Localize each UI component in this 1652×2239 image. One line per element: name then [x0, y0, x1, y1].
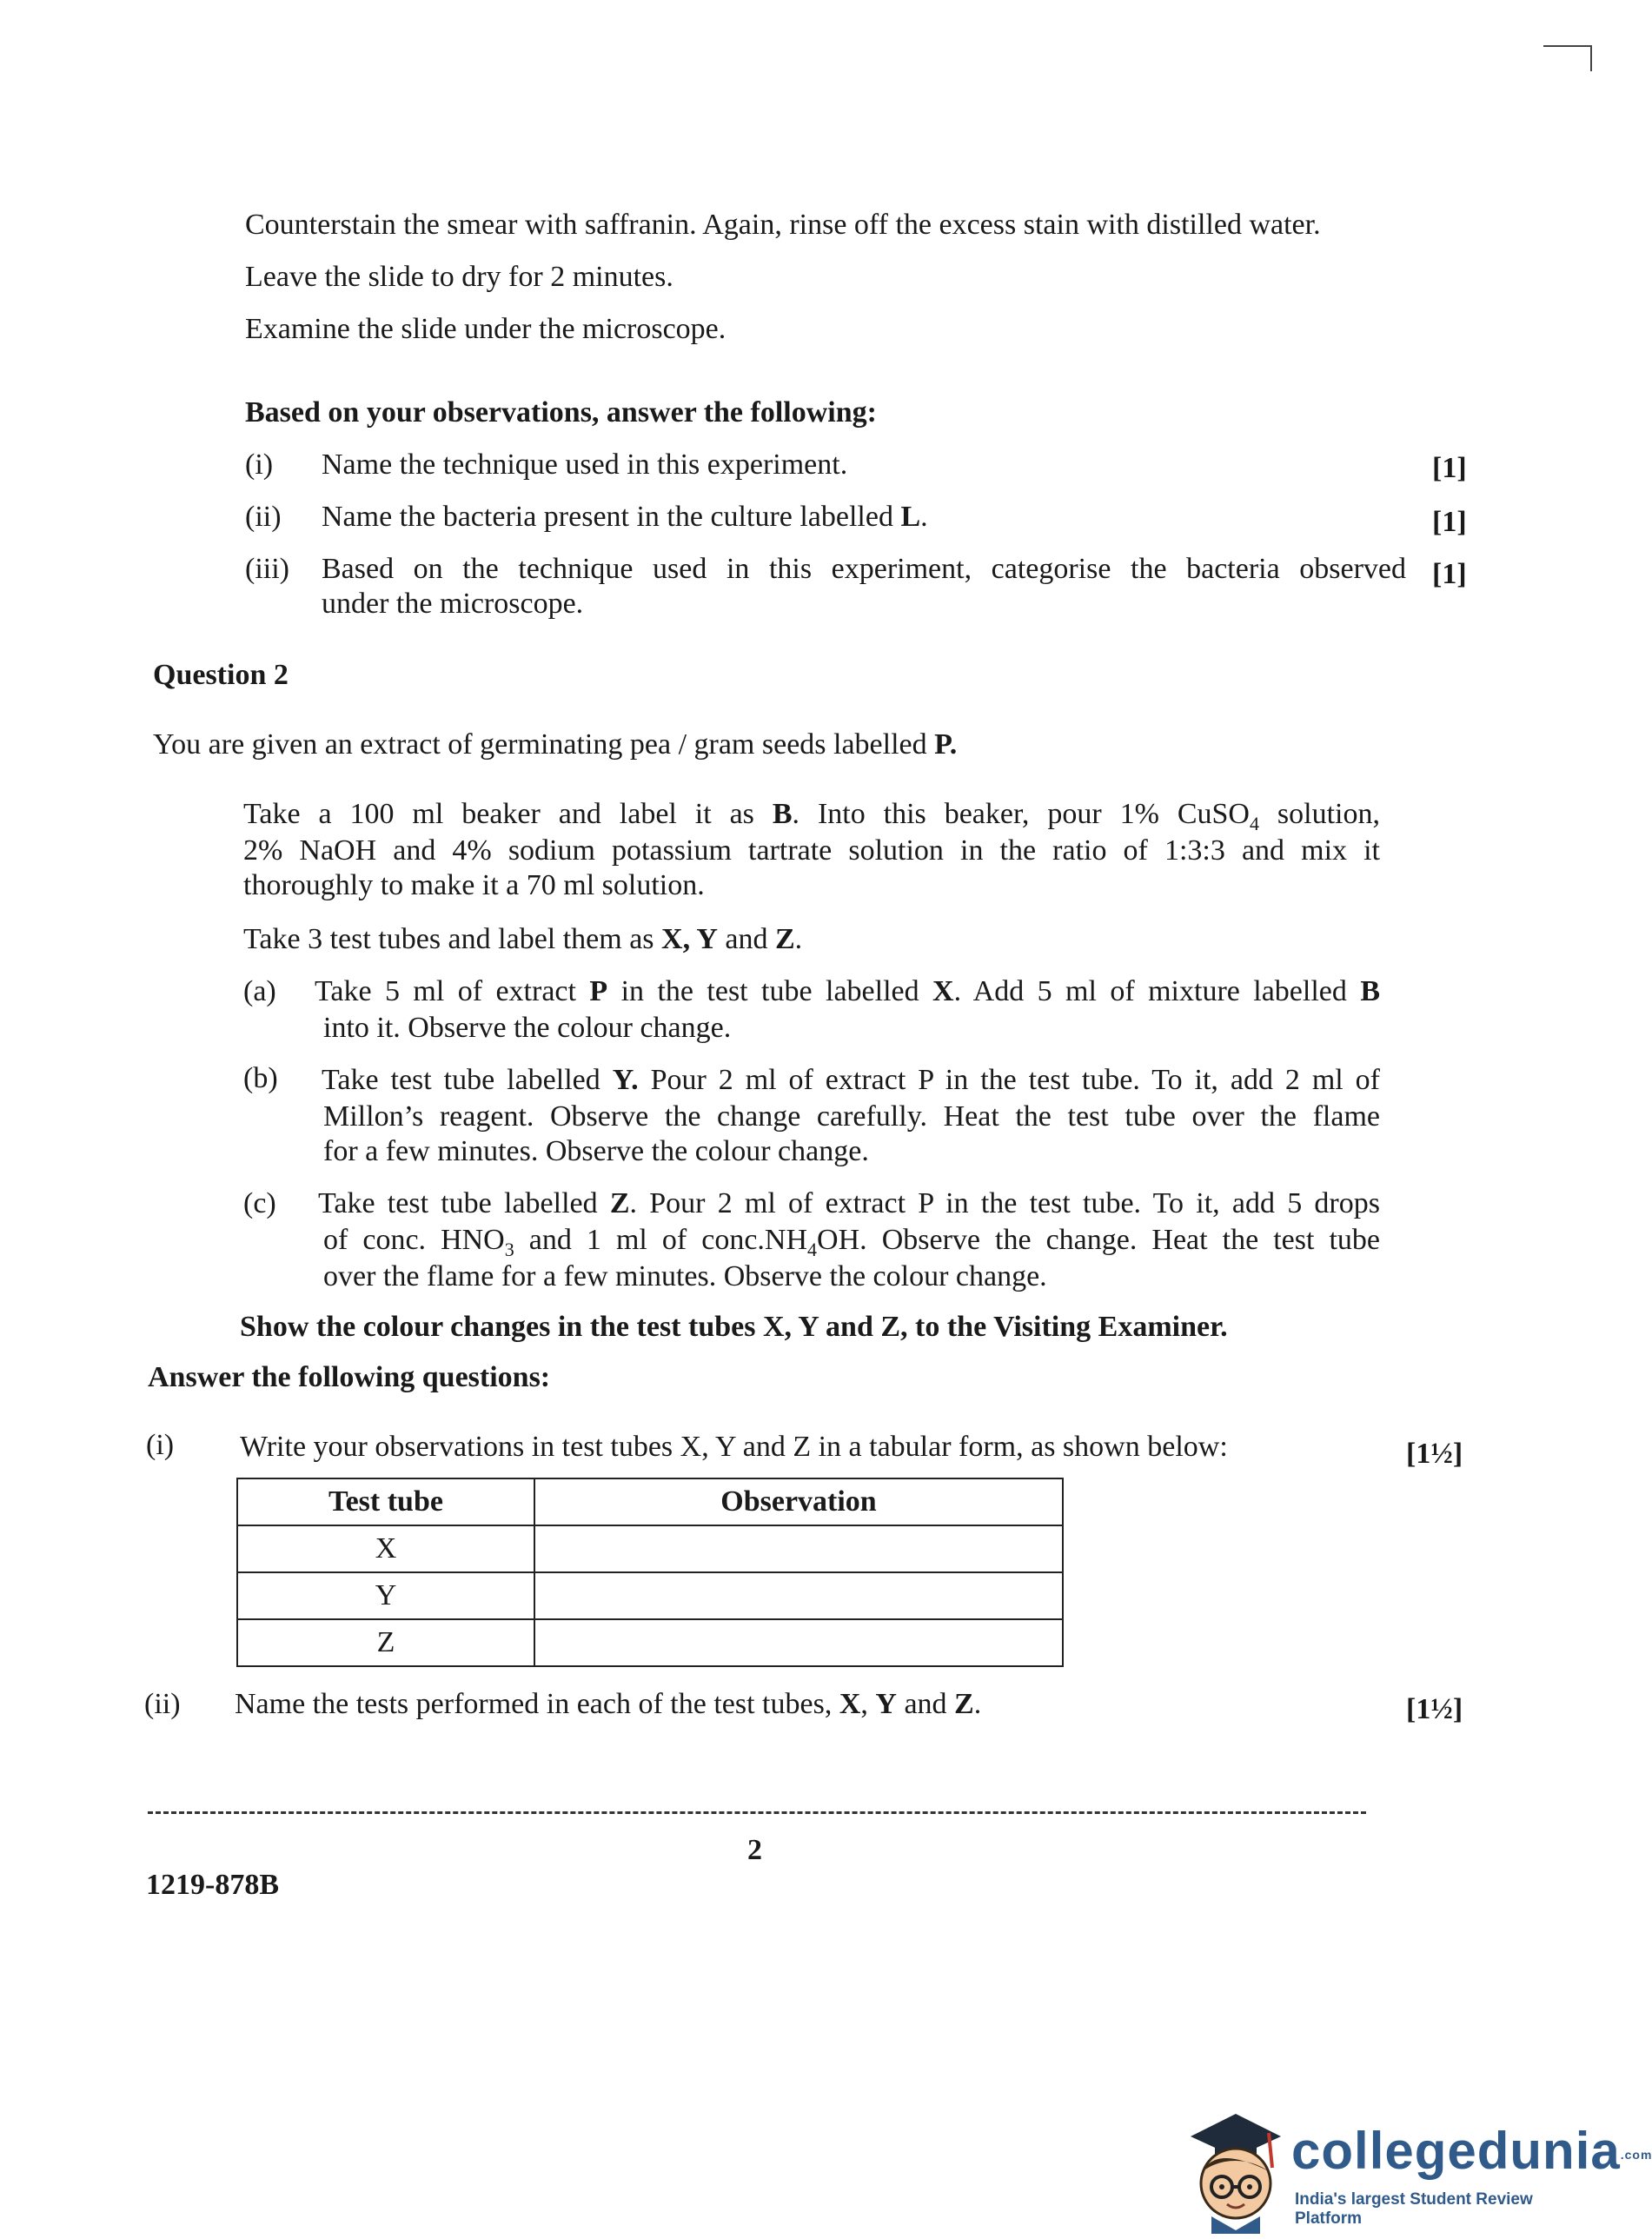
row-z-observation: [534, 1619, 1063, 1666]
intro-line-2: Leave the slide to dry for 2 minutes.: [245, 261, 673, 293]
q2-para1-line3: thoroughly to make it a 70 ml solution.: [243, 869, 705, 901]
page-number: 2: [747, 1834, 762, 1866]
q1-ii-mark: [1]: [1432, 506, 1467, 538]
answer-heading: Answer the following questions:: [148, 1361, 551, 1393]
header-test-tube: Test tube: [237, 1478, 534, 1525]
show-colour-changes: Show the colour changes in the test tubes X, Y and Z, to the Visiting Examiner.: [240, 1311, 1228, 1343]
step-b-number: (b): [243, 1062, 278, 1094]
q1-iii-number: (iii): [245, 553, 289, 585]
question-2-title: Question 2: [153, 659, 289, 691]
q1-i-text: Name the technique used in this experiment.: [322, 448, 848, 481]
step-a-line1: Take 5 ml of extract P in the test tube labelled X. Add 5 ml of mixture labelled B: [315, 975, 1380, 1007]
q2-i-text: Write your observations in test tubes X, Y and Z in a tabular form, as shown below:: [240, 1431, 1228, 1463]
paper-code: 1219-878B: [146, 1869, 279, 1901]
mascot-icon: [1182, 2103, 1286, 2234]
q1-iii-mark: [1]: [1432, 558, 1467, 590]
row-y-label: Y: [237, 1572, 534, 1619]
step-b-line1: Take test tube labelled Y. Pour 2 ml of extract P in the test tube. To it, add 2 ml of: [322, 1064, 1380, 1096]
q2-para1-line1: Take a 100 ml beaker and label it as B. Into this beaker, pour 1% CuSO$_4$ solution,: [243, 798, 1380, 834]
table-header-row: [237, 1478, 1063, 1525]
q2-ii-text: Name the tests performed in each of the test tubes, X, Y and Z.: [235, 1688, 982, 1720]
q2-ii-number: (ii): [144, 1688, 181, 1720]
q2-para1-line2: 2% NaOH and 4% sodium potassium tartrate solution in the ratio of 1:3:3 and mix it: [243, 834, 1380, 867]
footer-divider: [148, 1811, 1366, 1814]
row-x-label: X: [237, 1525, 534, 1572]
logo-wordmark: collegedunia.com: [1291, 2122, 1652, 2180]
table-row: [237, 1572, 1063, 1619]
q1-i-mark: [1]: [1432, 452, 1467, 484]
step-c-line2: of conc. $HNO_3$ and 1 ml of $conc.NH_4OH$. Observe the change. Heat the test tube: [323, 1224, 1380, 1260]
row-y-observation: [534, 1572, 1063, 1619]
q1-iii-text-line1: Based on the technique used in this experiment, categorise the bacteria observed: [322, 553, 1406, 585]
row-x-observation: [534, 1525, 1063, 1572]
intro-line-3: Examine the slide under the microscope.: [245, 313, 726, 345]
corner-mark-vertical: [1590, 45, 1592, 71]
q1-ii-number: (ii): [245, 501, 282, 533]
intro-line-1: Counterstain the smear with saffranin. Again, rinse off the excess stain with distilled water.: [245, 209, 1321, 241]
step-c-number: (c): [243, 1187, 276, 1219]
q1-i-number: (i): [245, 448, 274, 481]
q2-i-number: (i): [146, 1429, 175, 1461]
q2-i-mark: [1½]: [1406, 1438, 1463, 1470]
q2-ii-mark: [1½]: [1406, 1693, 1463, 1725]
step-c-line3: over the flame for a few minutes. Observe the colour change.: [323, 1260, 1047, 1292]
step-a-number: (a): [243, 975, 276, 1007]
collegedunia-logo: [1182, 2103, 1652, 2234]
logo-tagline: India's largest Student Review Platform: [1295, 2190, 1533, 2228]
step-b-line3: for a few minutes. Observe the colour change.: [323, 1135, 869, 1167]
step-b-line2: Millon’s reagent. Observe the change carefully. Heat the test tube over the flame: [323, 1100, 1380, 1133]
table-row: [237, 1525, 1063, 1572]
step-a-line2: into it. Observe the colour change.: [323, 1012, 732, 1044]
step-c-line1: Take test tube labelled Z. Pour 2 ml of extract P in the test tube. To it, add 5 drops: [318, 1187, 1380, 1219]
q1-iii-text-line2: under the microscope.: [322, 588, 584, 620]
q1-ii-text: Name the bacteria present in the culture labelled L.: [322, 501, 928, 533]
corner-mark: [1543, 45, 1592, 47]
row-z-label: Z: [237, 1619, 534, 1666]
q2-intro: You are given an extract of germinating pea / gram seeds labelled P.: [153, 728, 958, 761]
header-observation: Observation: [534, 1478, 1063, 1525]
observation-table: [236, 1478, 1064, 1667]
table-row: [237, 1619, 1063, 1666]
q1-heading: Based on your observations, answer the following:: [245, 396, 877, 429]
q2-para2: Take 3 test tubes and label them as X, Y and Z.: [243, 923, 803, 955]
